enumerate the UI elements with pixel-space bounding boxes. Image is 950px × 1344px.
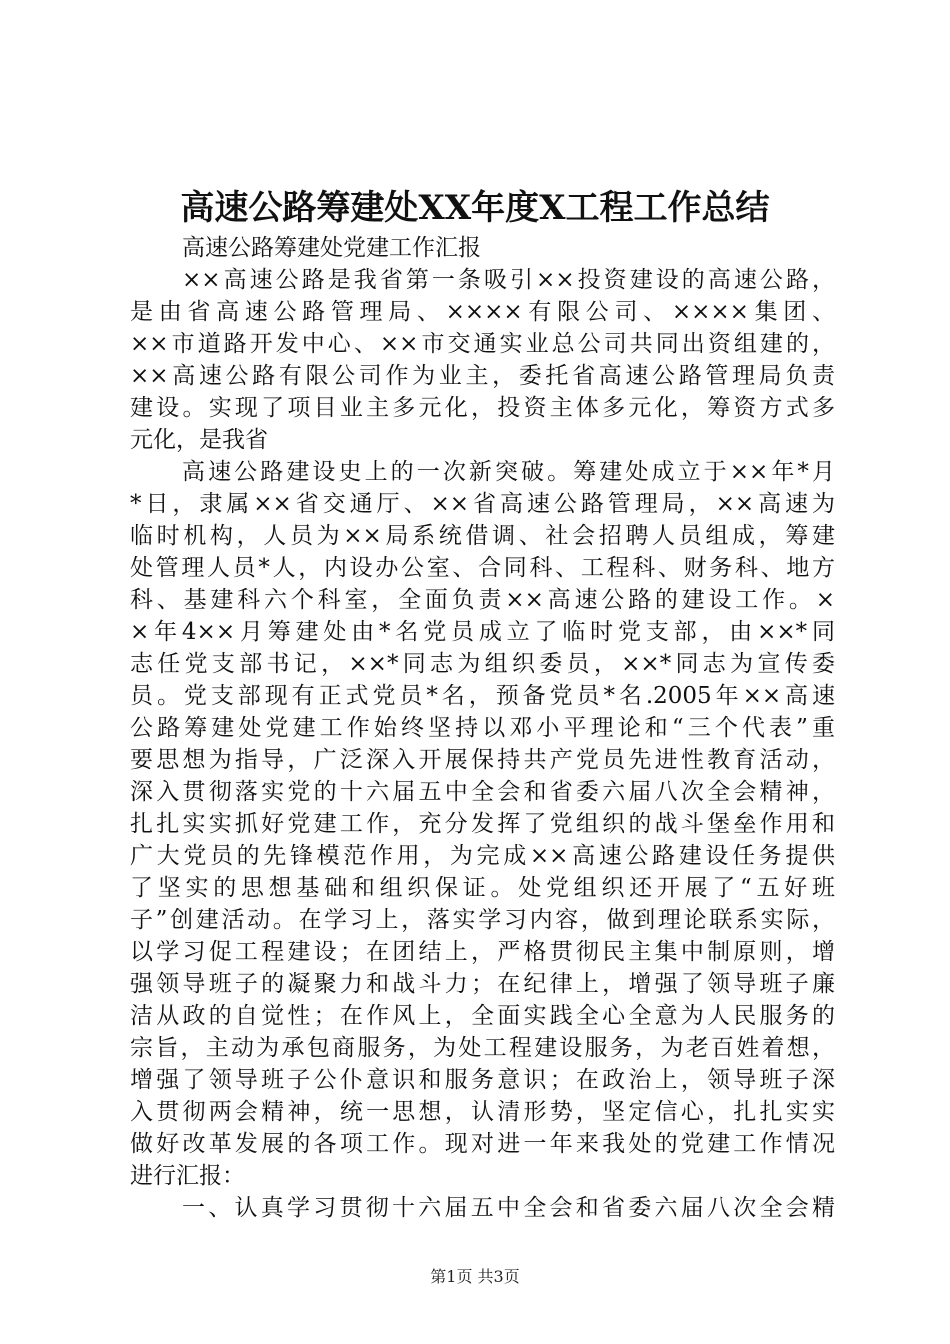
text-line: 处管理人员*人，内设办公室、合同科、工程科、财务科、地方	[130, 555, 835, 581]
text-line: 高速公路建设史上的一次新突破。筹建处成立于××年*月	[182, 459, 835, 485]
text-line: 志任党支部书记，××*同志为组织委员，××*同志为宣传委	[130, 651, 835, 677]
text-line: 洁从政的自觉性；在作风上，全面实践全心全意为人民服务的	[130, 1003, 835, 1029]
text-line: 一、认真学习贯彻十六届五中全会和省委六届八次全会精	[182, 1195, 835, 1221]
text-line: 是由省高速公路管理局、××××有限公司、××××集团、	[130, 299, 835, 325]
text-line: 子”创建活动。在学习上，落实学习内容，做到理论联系实际，	[130, 907, 835, 933]
text-line: 高速公路筹建处党建工作汇报	[182, 235, 481, 261]
text-line: 扎扎实实抓好党建工作，充分发挥了党组织的战斗堡垒作用和	[130, 811, 835, 837]
text-line: ××高速公路是我省第一条吸引××投资建设的高速公路，	[182, 267, 835, 293]
text-line: 进行汇报：	[130, 1163, 245, 1189]
text-line: ×年4××月筹建处由*名党员成立了临时党支部，由××*同	[130, 619, 835, 645]
text-line: 公路筹建处党建工作始终坚持以邓小平理论和“三个代表”重	[130, 715, 835, 741]
text-line: 元化，是我省	[130, 427, 268, 453]
text-line: 以学习促工程建设；在团结上，严格贯彻民主集中制原则，增	[130, 939, 835, 965]
text-line: 增强了领导班子公仆意识和服务意识；在政治上，领导班子深	[130, 1067, 835, 1093]
page-number-label: 第1页 共3页	[430, 1267, 520, 1286]
text-line: 广大党员的先锋模范作用，为完成××高速公路建设任务提供	[130, 843, 835, 869]
page-footer	[0, 1265, 950, 1289]
document-title: 高速公路筹建处XX年度X工程工作总结	[180, 188, 770, 228]
text-line: 强领导班子的凝聚力和战斗力；在纪律上，增强了领导班子廉	[130, 971, 835, 997]
text-line: 科、基建科六个科室，全面负责××高速公路的建设工作。×	[130, 587, 835, 613]
text-line: 做好改革发展的各项工作。现对进一年来我处的党建工作情况	[130, 1131, 835, 1157]
text-line: ××高速公路有限公司作为业主，委托省高速公路管理局负责	[130, 363, 835, 389]
text-line: 员。党支部现有正式党员*名，预备党员*名.2005年××高速	[130, 683, 835, 709]
text-line: 宗旨，主动为承包商服务，为处工程建设服务，为老百姓着想，	[130, 1035, 835, 1061]
text-line: 入贯彻两会精神，统一思想，认清形势，坚定信心，扎扎实实	[130, 1099, 835, 1125]
text-line: 要思想为指导，广泛深入开展保持共产党员先进性教育活动，	[130, 747, 835, 773]
text-line: 建设。实现了项目业主多元化，投资主体多元化，筹资方式多	[130, 395, 835, 421]
text-line: ××市道路开发中心、××市交通实业总公司共同出资组建的，	[130, 331, 835, 357]
text-line: 了坚实的思想基础和组织保证。处党组织还开展了“五好班	[130, 875, 835, 901]
document-body	[130, 232, 835, 1224]
text-line: 临时机构，人员为××局系统借调、社会招聘人员组成，筹建	[130, 523, 835, 549]
text-line: *日，隶属××省交通厅、××省高速公路管理局，××高速为	[130, 491, 835, 517]
text-line: 深入贯彻落实党的十六届五中全会和省委六届八次全会精神，	[130, 779, 835, 805]
